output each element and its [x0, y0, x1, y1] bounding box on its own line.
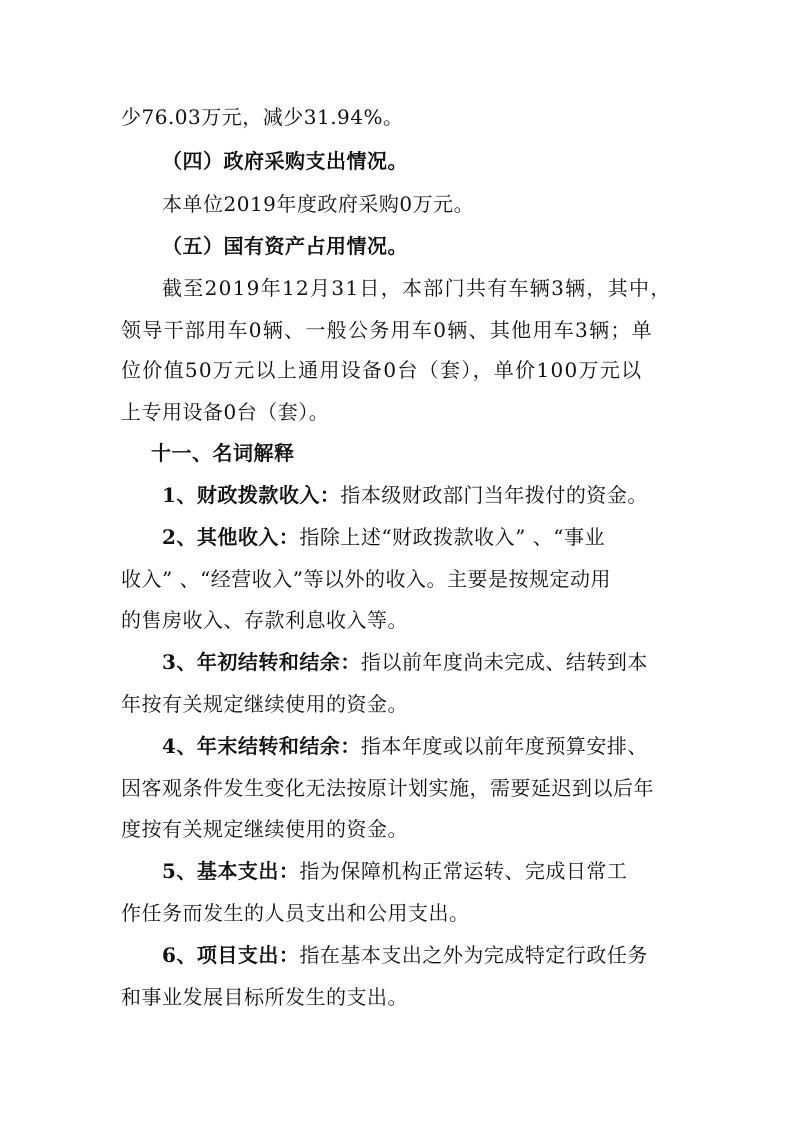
- paragraph-line: 年按有关规定继续使用的资金。: [121, 692, 408, 716]
- paragraph-line: 少76.03万元，减少31.94%。: [121, 105, 404, 129]
- term-3: [162, 649, 648, 675]
- term-6: [162, 942, 648, 968]
- term-2: [162, 524, 605, 550]
- paragraph-line: 截至2019年12月31日，本部门共有车辆3辆，其中，: [162, 276, 672, 300]
- term-definition: 指以前年度尚未完成、结转到本: [360, 650, 648, 674]
- term-label: 2、其他收入：: [162, 525, 300, 549]
- term-label: 4、年末结转和结余：: [162, 734, 361, 758]
- term-definition: 指除上述“财政拨款收入” 、“事业: [299, 525, 605, 549]
- paragraph-line: 作任务而发生的人员支出和公用支出。: [121, 901, 470, 925]
- term-label: 3、年初结转和结余：: [162, 650, 361, 674]
- section-heading-procurement: （四）政府采购支出情况。: [162, 149, 408, 173]
- paragraph-line: 的售房收入、存款利息收入等。: [121, 608, 408, 632]
- term-label: 5、基本支出：: [162, 859, 300, 883]
- paragraph-line: 度按有关规定继续使用的资金。: [121, 817, 408, 841]
- term-5: [162, 858, 627, 884]
- paragraph-line: 上专用设备0台（套）。: [121, 400, 330, 424]
- term-label: 6、项目支出：: [162, 943, 300, 967]
- section-heading-assets: （五）国有资产占用情况。: [162, 234, 408, 258]
- term-definition: 指在基本支出之外为完成特定行政任务: [299, 943, 648, 967]
- term-definition: 指为保障机构正常运转、完成日常工: [299, 859, 628, 883]
- term-label: 1、财政拨款收入：: [162, 483, 341, 507]
- term-1: [162, 482, 648, 508]
- term-definition: 指本年度或以前年度预算安排、: [360, 734, 648, 758]
- paragraph-procurement: 本单位2019年度政府采购0万元。: [162, 192, 475, 216]
- term-4: [162, 733, 648, 759]
- paragraph-line: 收入” 、“经营收入”等以外的收入。主要是按规定动用: [121, 567, 612, 591]
- term-definition: 指本级财政部门当年拨付的资金。: [340, 483, 648, 507]
- chapter-heading-terms: 十一、名词解释: [151, 441, 295, 465]
- paragraph-line: 领导干部用车0辆、一般公务用车0辆、其他用车3辆；单: [121, 318, 653, 342]
- paragraph-line: 位价值50万元以上通用设备0台（套），单价100万元以: [121, 358, 643, 382]
- paragraph-line: 和事业发展目标所发生的支出。: [121, 985, 408, 1009]
- paragraph-line: 因客观条件发生变化无法按原计划实施，需要延迟到以后年: [121, 776, 654, 800]
